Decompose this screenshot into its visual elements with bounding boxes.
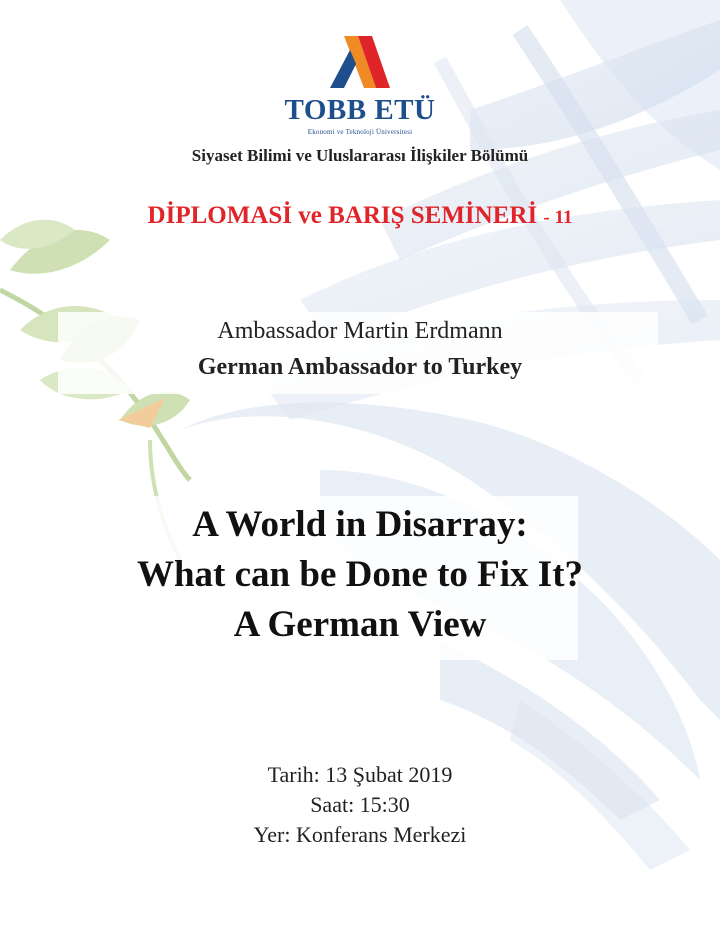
talk-title: [0, 500, 720, 650]
seminar-title-text: DİPLOMASİ ve BARIŞ SEMİNERİ: [147, 202, 538, 229]
talk-title-line-2: What can be Done to Fix It?: [136, 554, 584, 595]
tobb-etu-logo-icon: [320, 30, 400, 94]
seminar-title: [0, 202, 720, 230]
talk-title-line-3: A German View: [233, 604, 487, 645]
university-name: TOBB ETÜ: [284, 94, 436, 126]
event-place: Yer: Konferans Merkezi: [253, 822, 467, 847]
event-time: Saat: 15:30: [310, 792, 410, 817]
department-name: Siyaset Bilimi ve Uluslararası İlişkiler Bölümü: [191, 146, 529, 165]
event-date: Tarih: 13 Şubat 2019: [267, 762, 453, 787]
speaker-name: Ambassador Martin Erdmann: [217, 318, 503, 344]
event-info: [0, 760, 720, 850]
seminar-number: - 11: [543, 207, 573, 228]
talk-title-line-1: A World in Disarray:: [192, 504, 528, 545]
university-subtitle: Ekonomi ve Teknoloji Üniversitesi: [307, 128, 413, 136]
speaker-role: German Ambassador to Turkey: [197, 354, 523, 380]
